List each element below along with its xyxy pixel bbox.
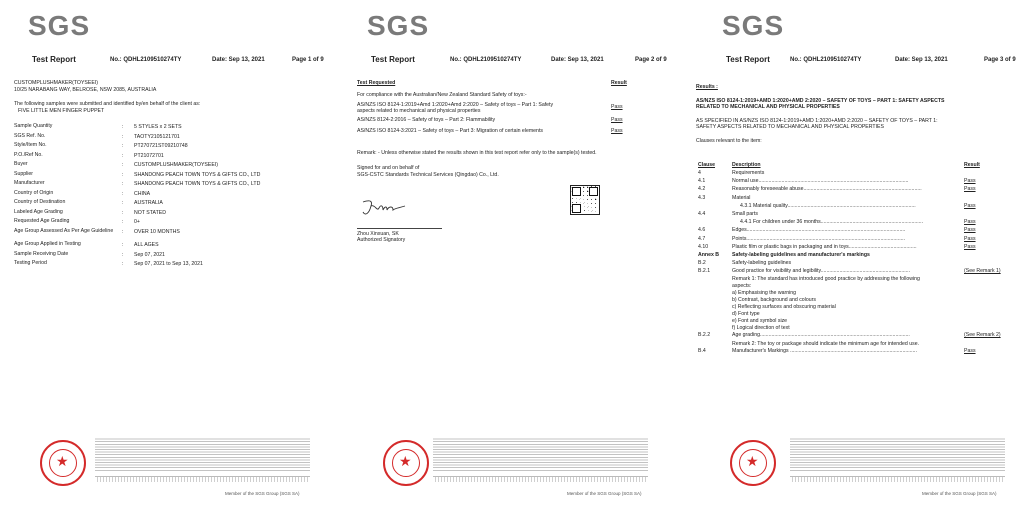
signature-mark (359, 196, 409, 221)
report-number: No.: QDHL2109510274TY (110, 57, 182, 63)
clause-result: Pass (964, 235, 976, 242)
remark-1-line: e) Font and symbol size (732, 318, 788, 325)
clause-result: Pass (964, 186, 976, 193)
clause-description: Small parts (732, 210, 758, 217)
compliance-text: For compliance with the Australian/New Zealand Standard Safety of toys:- (357, 92, 527, 98)
info-row (14, 143, 314, 153)
info-value: PT270721ST09210748 (134, 143, 188, 149)
clause-number: B.2.2 (698, 332, 711, 339)
info-value: Sep 07, 2021 to Sep 13, 2021 (134, 261, 203, 267)
remark-1-line: a) Emphasising the warning (732, 290, 797, 297)
clause-number: 4.1 (698, 178, 706, 185)
clause-result: Pass (964, 178, 976, 185)
info-value: 5 STYLES x 2 SETS (134, 124, 182, 130)
page-number: Page 3 of 9 (984, 57, 1016, 63)
info-colon: : (122, 171, 124, 178)
info-value: 0+ (134, 219, 140, 225)
test-2-result: Pass (611, 117, 623, 123)
clause-row (690, 236, 1023, 244)
info-label: Manufacturer (14, 180, 45, 186)
info-colon: : (122, 152, 124, 159)
info-value: ALL AGES (134, 242, 159, 248)
fine-print-disclaimer (95, 437, 310, 471)
remark-1-line: Remark 1: The standard has introduced good practice by addressing the following (732, 276, 920, 283)
clause-result: Pass (964, 202, 976, 209)
star-icon: ★ (56, 453, 69, 469)
clause-description: 4.3.1 Material quality......................................................................................... (740, 202, 916, 209)
clause-row (690, 268, 1023, 276)
info-row (14, 124, 314, 134)
info-label: Age Group Assessed As Per Age Guideline (14, 227, 114, 234)
specified-line-1: AS SPECIFIED IN AS/NZS ISO 8124-1:2019+AMD 1:2020+AMD 2:2020 – SAFETY OF TOYS – PART 1: (696, 118, 938, 124)
remark-2-text: Remark 2: The toy or package should indicate the minimum age for intended use. (732, 340, 920, 347)
clause-row (690, 178, 1023, 186)
star-icon: ★ (399, 453, 412, 469)
product-name: FIVE LITTLE MEN FINGER PUPPET (18, 108, 105, 114)
sgs-seal-stamp (40, 440, 86, 486)
clause-description: Reasonably foreseeable abuse.................................................................................. (732, 186, 922, 193)
qr-code (570, 185, 600, 215)
clause-number: 4.10 (698, 243, 709, 250)
clause-row (690, 260, 1023, 268)
test-3-result: Pass (611, 128, 623, 134)
clause-number: 4.3 (698, 194, 706, 201)
sgs-logo: SGS (722, 10, 785, 41)
test-1-result: Pass (611, 104, 623, 110)
clause-row (690, 219, 1023, 227)
clause-row (690, 304, 1023, 311)
info-label: Requested Age Grading (14, 218, 70, 224)
info-colon: : (122, 228, 124, 235)
clause-column-header: Clause (698, 162, 716, 168)
info-row (14, 172, 314, 182)
clause-row (690, 297, 1023, 304)
info-label: Labeled Age Grading (14, 208, 63, 215)
clause-description: Manufacturer's Markings ........................................................................................ (732, 347, 917, 354)
member-text: Member of the SGS Group (SGS SA) (225, 491, 300, 496)
specified-line-2: SAFETY ASPECTS RELATED TO MECHANICAL AND PHYSICAL PROPERTIES (696, 124, 884, 130)
member-text: Member of the SGS Group (SGS SA) (567, 491, 642, 496)
clause-row (690, 332, 1023, 340)
report-date: Date: Sep 13, 2021 (551, 57, 604, 63)
clause-number: B.4 (698, 347, 706, 354)
client-address: 10/25 NARABANG WAY, BELROSE, NSW 2085, AUSTRALIA (14, 87, 157, 93)
clause-number: Annex B (698, 251, 720, 258)
info-label: Sample Receiving Date (14, 250, 69, 257)
clauses-relevant-text: Clauses relevant to the item: (696, 138, 762, 144)
member-text: Member of the SGS Group (SGS SA) (922, 491, 997, 496)
clause-result: Pass (964, 227, 976, 234)
test-1-line-1: AS/NZS ISO 8124-1:2019+Amd 1:2020+Amd 2:2020 – Safety of toys – Part 1: Safety (357, 102, 554, 108)
info-label: Testing Period (14, 260, 47, 266)
report-page-3 (690, 0, 1023, 508)
clause-description: Normal use........................................................................................................ (732, 178, 909, 185)
info-colon: : (122, 219, 124, 225)
intro-text: The following samples were submitted and identified by/en behalf of the client as: (14, 101, 201, 107)
info-row (14, 181, 314, 191)
results-heading-line-1: AS/NZS ISO 8124-1:2019+AMD 1:2020+AMD 2:2020 – SAFETY OF TOYS – PART 1: SAFETY ASPECTS (696, 98, 945, 104)
signed-for-text: Signed for and on behalf of (357, 165, 420, 171)
sgs-seal-stamp (730, 440, 776, 486)
report-number: No.: QDHL2109510274TY (450, 57, 522, 63)
report-title: Test Report (371, 55, 415, 64)
page-header (345, 55, 678, 67)
clause-table (690, 170, 1023, 356)
info-label: P.O./Ref No. (14, 151, 43, 158)
clause-description: Good practice for visibility and legibility.............................................................. (732, 268, 911, 275)
remark-1-line: aspects: (732, 283, 752, 290)
clause-result: Pass (964, 243, 976, 250)
sgs-logo: SGS (367, 10, 430, 41)
clause-row (690, 325, 1023, 332)
info-label: Buyer (14, 161, 28, 167)
test-2-line-1: AS/NZS 8124-2:2016 – Safety of toys – Part 2: Flammability (357, 117, 496, 123)
info-row (14, 229, 314, 243)
address-line (433, 476, 648, 482)
clause-description: Material (732, 194, 751, 201)
sgs-logo: SGS (28, 10, 91, 41)
signature-line (357, 228, 442, 229)
address-line (790, 476, 1005, 482)
info-row (14, 134, 314, 144)
clause-row (690, 170, 1023, 178)
info-label: Supplier (14, 170, 34, 177)
info-value: CUSTOMPLUSHMAKER(TOYSEEI) (134, 162, 218, 168)
info-colon: : (122, 200, 124, 206)
report-title: Test Report (726, 55, 770, 64)
star-icon: ★ (746, 453, 759, 469)
client-name: CUSTOMPLUSHMAKER(TOYSEEI) (14, 80, 98, 86)
info-value: OVER 10 MONTHS (134, 228, 180, 235)
report-number: No.: QDHL2109510274TY (790, 57, 862, 63)
info-label: Country of Origin (14, 189, 54, 196)
clause-row (690, 341, 1023, 348)
clause-row (690, 252, 1023, 260)
info-colon: : (122, 124, 124, 130)
clause-row (690, 311, 1023, 318)
clause-number: 4.2 (698, 186, 706, 193)
info-label: Style/Item No. (14, 142, 47, 148)
signatory-title: Authorized Signatory (357, 237, 406, 243)
remark-1-line: f) Logical direction of text (732, 325, 790, 332)
remark-1-line: d) Font type (732, 311, 760, 318)
clause-row (690, 290, 1023, 297)
info-colon: : (122, 190, 124, 197)
fine-print-disclaimer (790, 437, 1005, 471)
clause-result: Pass (964, 219, 976, 226)
remark-text: Remark: - Unless otherwise stated the results shown in this test report refer only to the sample(s) tested. (357, 150, 597, 156)
info-value: NOT STATED (134, 209, 166, 216)
info-value: TAOTY2105121701 (134, 133, 180, 140)
result-heading: Result (611, 80, 627, 86)
clause-number: B.2.1 (698, 268, 711, 275)
clause-number: 4 (698, 170, 701, 176)
test-requested-heading: Test Requested (357, 80, 396, 86)
clause-row (690, 318, 1023, 325)
clause-description: Plastic film or plastic bags in packaging and in toys............................................... (732, 243, 917, 250)
info-row (14, 162, 314, 172)
info-value: PT21072701 (134, 152, 164, 159)
clause-description: Points.............................................................................................................. (732, 235, 905, 242)
info-row (14, 261, 314, 271)
clause-row (690, 227, 1023, 235)
page-number: Page 2 of 9 (635, 57, 667, 63)
page-number: Page 1 of 9 (292, 57, 324, 63)
info-value: CHINA (134, 190, 151, 197)
sample-info-table (14, 124, 314, 271)
address-line (95, 476, 310, 482)
info-value: SHANDONG PEACH TOWN TOYS & GIFTS CO., LTD (134, 171, 261, 178)
info-colon: : (122, 181, 124, 187)
fine-print-disclaimer (433, 437, 648, 471)
description-column-header: Description (732, 162, 761, 168)
page-header (0, 55, 333, 67)
test-1-line-2: aspects related to mechanical and physical properties (357, 108, 481, 114)
result-column-header: Result (964, 162, 980, 168)
report-date: Date: Sep 13, 2021 (212, 57, 265, 63)
report-page-2 (345, 0, 678, 508)
info-row (14, 153, 314, 163)
clause-description: Edges.............................................................................................................. (732, 227, 906, 234)
clause-row (690, 244, 1023, 252)
info-colon: : (122, 261, 124, 267)
info-value: SHANDONG PEACH TOWN TOYS & GIFTS CO., LTD (134, 181, 261, 187)
clause-description: Safety-labeling guidelines and manufacturer's markings (732, 251, 870, 258)
clause-description: Age grading........................................................................................................ (732, 332, 910, 339)
clause-number: 4.7 (698, 235, 706, 242)
clause-row (690, 186, 1023, 194)
clause-row (690, 348, 1023, 356)
clause-number: 4.4 (698, 210, 706, 217)
info-label: SGS Ref. No. (14, 132, 46, 139)
clause-result: (See Remark 2) (964, 332, 1001, 339)
test-3-line-1: AS/NZS ISO 8124-3:2021 – Safety of toys – Part 3: Migration of certain elements (357, 128, 543, 134)
clause-row (690, 211, 1023, 219)
clause-result: (See Remark 1) (964, 268, 1001, 275)
remark-1-line: c) Reflecting surfaces and obscuring material (732, 304, 836, 311)
clause-row (690, 283, 1023, 290)
clause-number: 4.6 (698, 227, 706, 234)
results-heading-line-2: RELATED TO MECHANICAL AND PHYSICAL PROPERTIES (696, 104, 840, 110)
info-colon: : (122, 242, 124, 248)
remark-1-line: b) Contrast, background and colours (732, 297, 816, 304)
signatory-name: Zhou Xinxuan, SK (357, 231, 399, 237)
clause-result: Pass (964, 347, 976, 354)
signed-company: SGS-CSTC Standards Technical Services (Qingdao) Co., Ltd. (357, 172, 499, 178)
report-title: Test Report (32, 55, 76, 64)
info-row (14, 252, 314, 262)
clause-description: 4.4.1 For children under 36 months....................................................................... (740, 219, 924, 226)
info-colon: : (122, 209, 124, 216)
info-value: Sep 07, 2021 (134, 251, 165, 258)
info-value: AUSTRALIA (134, 200, 163, 206)
info-colon: : (122, 162, 124, 168)
sgs-seal-stamp (383, 440, 429, 486)
report-date: Date: Sep 13, 2021 (895, 57, 948, 63)
info-label: Sample Quantity (14, 123, 53, 129)
clause-description: Safety-labeling guidelines (732, 260, 792, 267)
clause-description: Requirements (732, 170, 765, 176)
clause-row (690, 195, 1023, 203)
report-page-1 (0, 0, 333, 508)
page-header (690, 55, 1023, 67)
info-colon: : (122, 251, 124, 258)
info-label: Age Group Applied in Testing (14, 241, 81, 247)
clause-row (690, 203, 1023, 211)
clause-row (690, 276, 1023, 283)
info-label: Country of Destination (14, 199, 66, 205)
info-colon: : (122, 133, 124, 140)
clause-number: B.2 (698, 260, 706, 267)
info-colon: : (122, 143, 124, 149)
results-label: Results : (696, 84, 718, 90)
